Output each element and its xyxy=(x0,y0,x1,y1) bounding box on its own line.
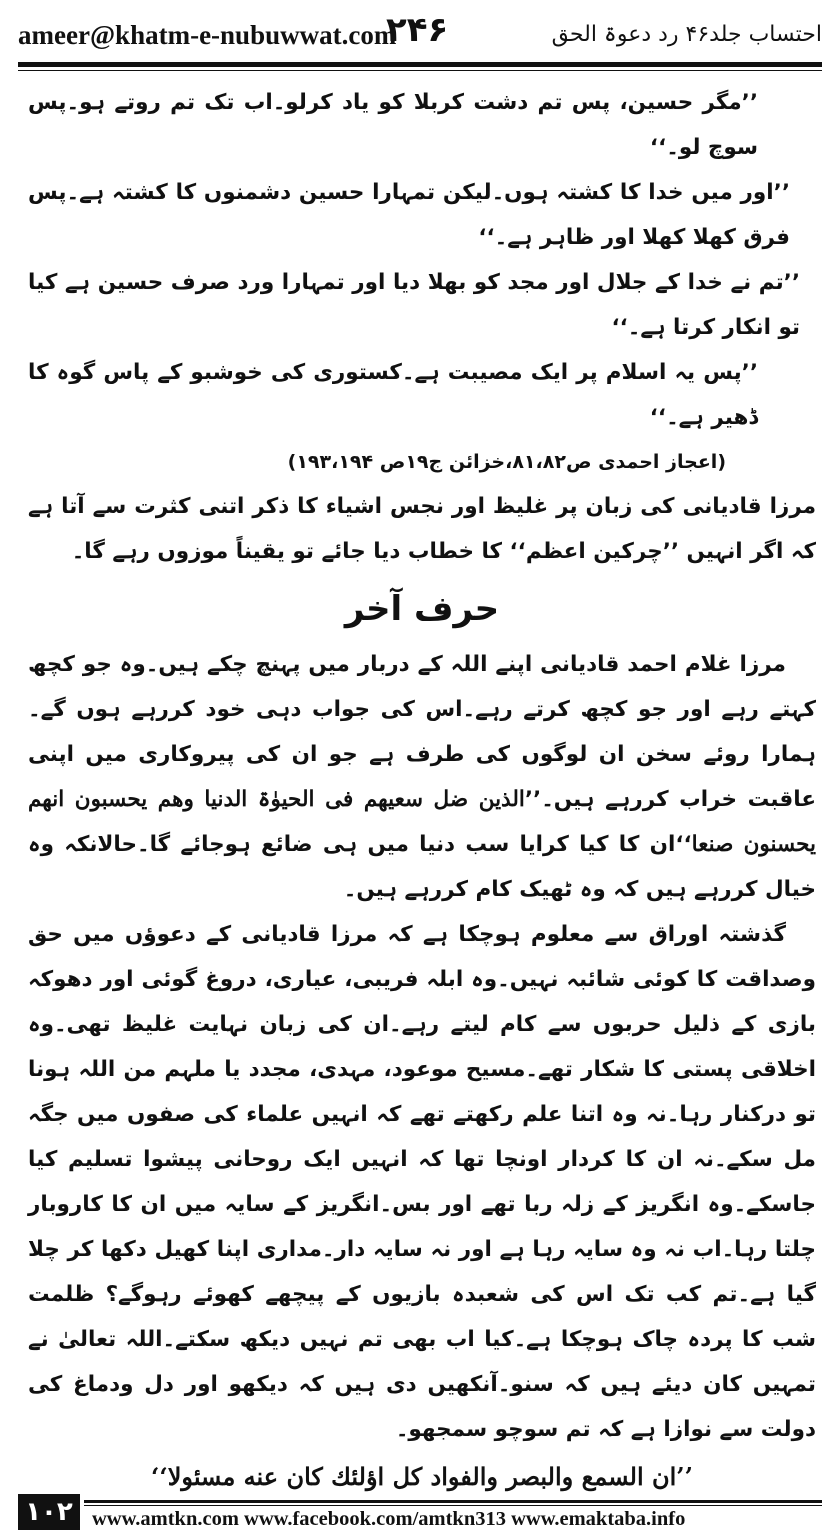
quote-1: ’’مگر حسین، پس تم دشت کربلا کو یاد کرلو۔اب تک تم روتے ہو۔پس سوچ لو۔‘‘ xyxy=(28,90,758,160)
header-book-title: احتساب جلد۴۶ رد دعوۃ الحق xyxy=(551,22,822,47)
paragraph-chirkeen: مرزا قادیانی کی زبان پر غلیظ اور نجس اشیاء کا ذکر اتنی کثرت سے آتا ہے کہ اگر انہیں ’’چرکین اعظم‘‘ کا خطاب دیا جائے تو یقیناً موزوں رہے گا۔ xyxy=(28,494,816,564)
quote-2: ’’اور میں خدا کا کشتہ ہوں۔لیکن تمہارا حسین دشمنوں کا کشتہ ہے۔پس فرق کھلا کھلا اور ظاہر ہے۔‘‘ xyxy=(28,180,790,250)
section-heading: حرف آخر xyxy=(344,589,500,629)
footer-links[interactable]: www.amtkn.com www.facebook.com/amtkn313 www.emaktaba.info xyxy=(92,1508,686,1530)
citation-reference: (اعجاز احمدی ص۸۱،۸۲،خزائن ج۱۹ص ۱۹۳،۱۹۴) xyxy=(287,451,726,473)
header-divider-thin xyxy=(18,70,822,71)
header-page-number: ۲۴۶ xyxy=(386,10,449,50)
paragraph-final-word-before: مرزا غلام احمد قادیانی اپنے اللہ کے دربار میں پہنچ چکے ہیں۔وہ جو کچھ کہتے رہے اور جو کچھ کرتے رہے۔اس کی جواب دہی خود کررہے ہوں گے۔ہمارا روئے سخن ان لوگوں کی طرف ہے جو ان کی پیروکاری میں اپنی عاقبت خراب کررہے ہیں۔’’ xyxy=(28,652,817,812)
page-content xyxy=(28,80,816,1524)
paragraph-final-word-after: ‘‘ان کا کیا کرایا سب دنیا میں ہی ضائع ہوجائے گا۔حالانکہ وہ خیال کررہے ہیں کہ وہ ٹھیک کام کررہے ہیں۔ xyxy=(28,832,816,902)
footer-divider xyxy=(84,1500,822,1503)
header-divider xyxy=(18,62,822,67)
quote-4: ’’پس یہ اسلام پر ایک مصیبت ہے۔کستوری کی خوشبو کے پاس گوہ کا ڈھیر ہے۔‘‘ xyxy=(28,360,758,430)
paragraph-final-word xyxy=(28,642,816,912)
header-email: ameer@khatm-e-nubuwwat.com xyxy=(18,20,397,50)
footer-divider-thin xyxy=(84,1505,822,1506)
closing-verse: ’’ان السمع والبصر والفواد کل اؤلئك کان عنه مسئولا‘‘ xyxy=(151,1462,693,1491)
quranic-verse-inline: الذین ضل سعیھم فی الحیوٰۃ الدنیا وھم یحسبون انھم یحسنون صنعا xyxy=(28,787,817,857)
page-header xyxy=(0,0,840,76)
paragraph-conclusion: گذشتہ اوراق سے معلوم ہوچکا ہے کہ مرزا قادیانی کے دعوؤں میں حق وصداقت کا کوئی شائبہ نہیں۔وہ ابلہ فریبی، عیاری، دروغ گوئی اور دھوکہ بازی کے ذلیل حربوں سے کام لیتے رہے۔ان کی زبان نہایت غلیظ تھی۔وہ اخلاقی پستی کا شکار تھے۔مسیح موعود، مہدی، مجدد یا ملہم من اللہ ہونا تو درکنار رہا۔نہ وہ اتنا علم رکھتے تھے کہ انہیں علماء کی صفوں میں جگہ مل سکے۔نہ ان کا کردار اونچا تھا کہ انہیں ایک روحانی پیشوا تسلیم کیا جاسکے۔وہ انگریز کے زلہ ربا تھے اور بس۔انگریز کے سایہ میں ان کا کاروبار چلتا رہا۔اب نہ وہ سایہ رہا ہے اور نہ سایہ دار۔مداری اپنا کھیل دکھا کر چلا گیا ہے۔تم کب تک اس کی شعبدہ بازیوں کے پیچھے کھوئے رہوگے؟ ظلمت شب کا پردہ چاک ہوچکا ہے۔کیا اب بھی تم نہیں دیکھ سکتے۔اللہ تعالیٰ نے تمہیں کان دیئے ہیں کہ سنو۔آنکھیں دی ہیں کہ دیکھو اور دل ودماغ کی دولت سے نوازا ہے کہ تم سوچو سمجھو۔ xyxy=(28,922,816,1442)
footer-page-number: ۱۰۲ xyxy=(25,1497,73,1527)
quote-3: ’’تم نے خدا کے جلال اور مجد کو بھلا دیا اور تمہارا ورد صرف حسین ہے کیا تو انکار کرتا ہے۔‘‘ xyxy=(28,270,800,340)
page-footer xyxy=(0,1488,840,1540)
